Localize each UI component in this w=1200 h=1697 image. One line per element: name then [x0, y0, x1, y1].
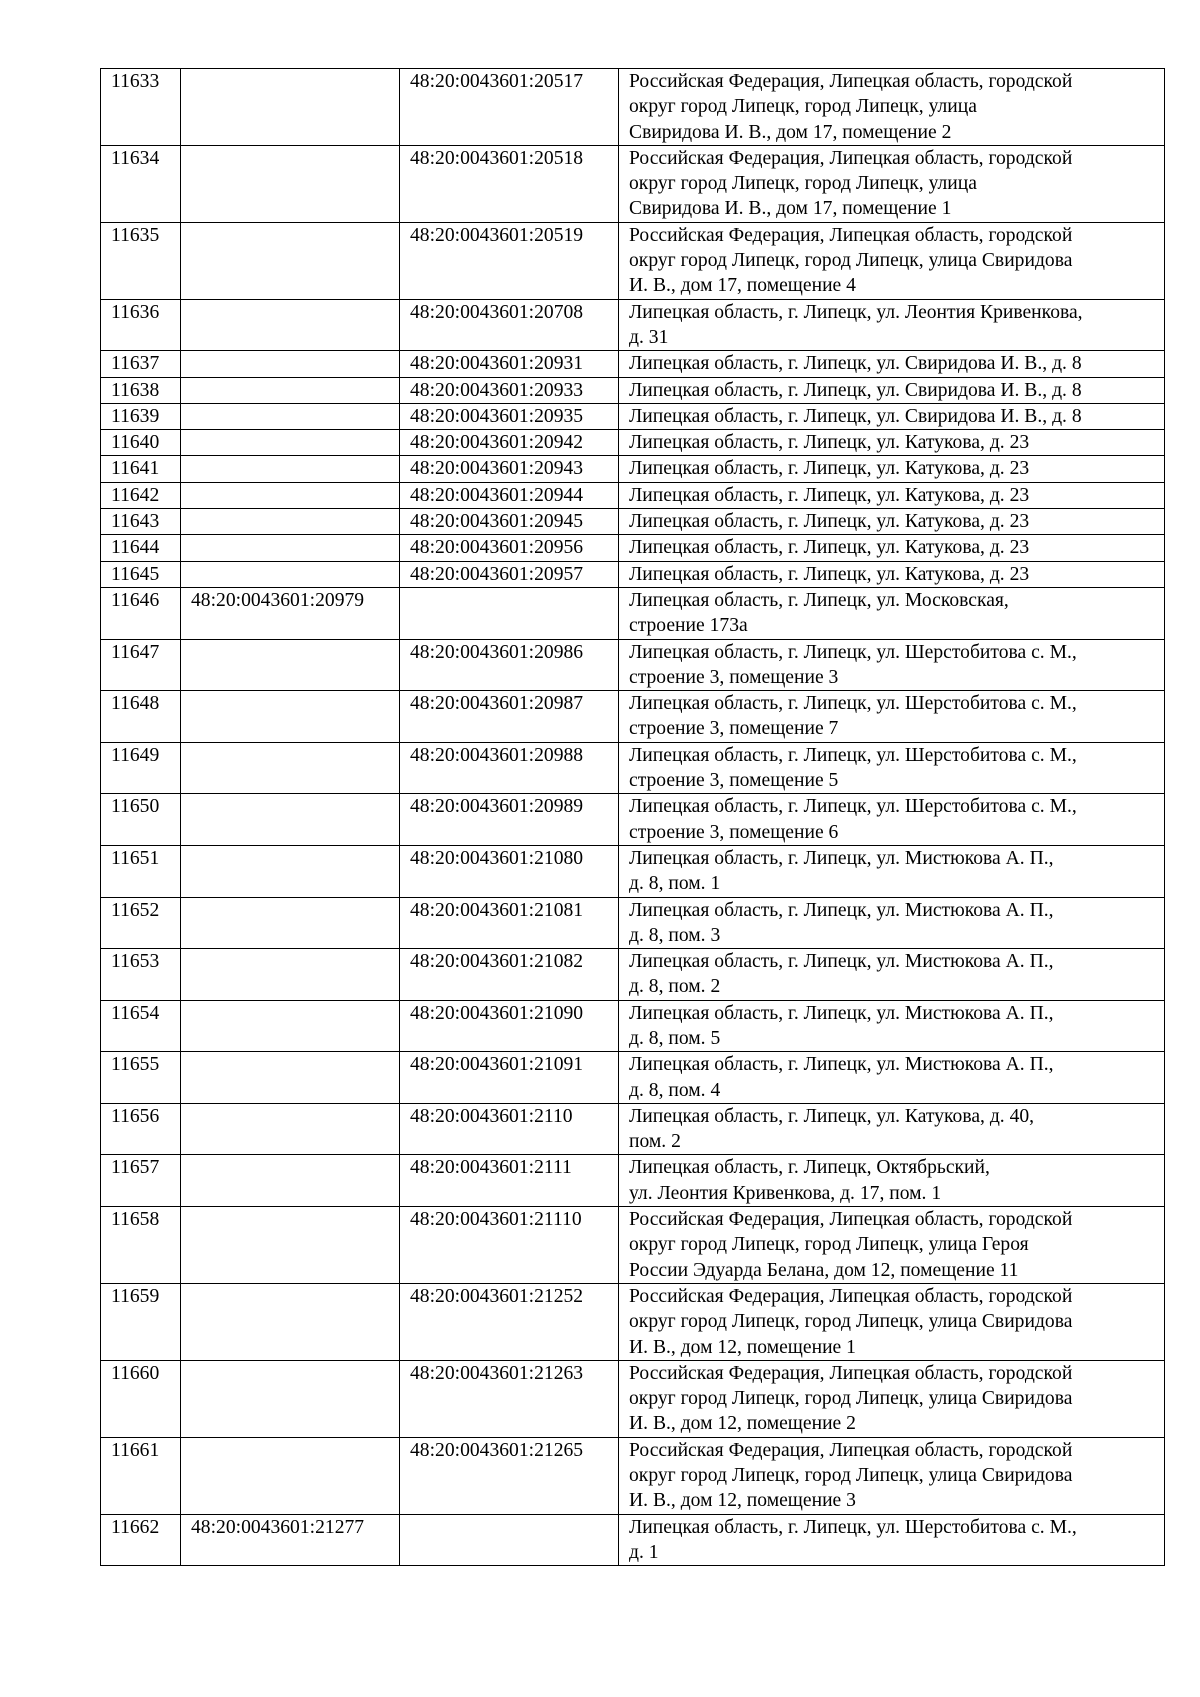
- table-row: [101, 509, 1165, 535]
- table-row: [101, 1000, 1165, 1052]
- building-cadastral-cell: [181, 456, 400, 482]
- building-cadastral-cell: [181, 1000, 400, 1052]
- row-number-cell: 11634: [101, 145, 181, 222]
- table-row: [101, 1514, 1165, 1566]
- address-cell: Липецкая область, г. Липецк, ул. Шерстобитова с. М., д. 1: [619, 1514, 1165, 1566]
- table-row: [101, 742, 1165, 794]
- cadastral-number-cell: [400, 1514, 619, 1566]
- table-row: [101, 403, 1165, 429]
- building-cadastral-cell: [181, 377, 400, 403]
- table-row: [101, 377, 1165, 403]
- cadastral-number-cell: 48:20:0043601:20708: [400, 299, 619, 351]
- cadastral-number-cell: 48:20:0043601:20933: [400, 377, 619, 403]
- cadastral-number-cell: 48:20:0043601:20944: [400, 482, 619, 508]
- table-body: [101, 69, 1165, 1566]
- building-cadastral-cell: [181, 897, 400, 949]
- row-number-cell: 11641: [101, 456, 181, 482]
- address-cell: Липецкая область, г. Липецк, ул. Шерстобитова с. М., строение 3, помещение 7: [619, 691, 1165, 743]
- table-row: [101, 482, 1165, 508]
- row-number-cell: 11656: [101, 1103, 181, 1155]
- row-number-cell: 11643: [101, 509, 181, 535]
- table-row: [101, 351, 1165, 377]
- cadastral-number-cell: 48:20:0043601:20986: [400, 639, 619, 691]
- table-row: [101, 1052, 1165, 1104]
- building-cadastral-cell: [181, 1103, 400, 1155]
- building-cadastral-cell: 48:20:0043601:21277: [181, 1514, 400, 1566]
- building-cadastral-cell: [181, 949, 400, 1001]
- address-cell: Липецкая область, г. Липецк, ул. Свиридова И. В., д. 8: [619, 377, 1165, 403]
- cadastral-number-cell: 48:20:0043601:21091: [400, 1052, 619, 1104]
- cadastral-number-cell: 48:20:0043601:20988: [400, 742, 619, 794]
- cadastral-number-cell: 48:20:0043601:21081: [400, 897, 619, 949]
- cadastral-number-cell: 48:20:0043601:20942: [400, 430, 619, 456]
- cadastral-number-cell: 48:20:0043601:21110: [400, 1207, 619, 1284]
- cadastral-number-cell: 48:20:0043601:20519: [400, 222, 619, 299]
- address-cell: Липецкая область, г. Липецк, ул. Шерстобитова с. М., строение 3, помещение 3: [619, 639, 1165, 691]
- table-row: [101, 145, 1165, 222]
- address-cell: Российская Федерация, Липецкая область, городской округ город Липецк, город Липецк, улица Свиридова И. В., дом 12, помещение 1: [619, 1283, 1165, 1360]
- building-cadastral-cell: [181, 299, 400, 351]
- table-row: [101, 456, 1165, 482]
- row-number-cell: 11662: [101, 1514, 181, 1566]
- address-cell: Липецкая область, г. Липецк, ул. Катукова, д. 40, пом. 2: [619, 1103, 1165, 1155]
- building-cadastral-cell: [181, 351, 400, 377]
- building-cadastral-cell: [181, 1052, 400, 1104]
- cadastral-number-cell: 48:20:0043601:20931: [400, 351, 619, 377]
- row-number-cell: 11653: [101, 949, 181, 1001]
- building-cadastral-cell: [181, 1155, 400, 1207]
- row-number-cell: 11644: [101, 535, 181, 561]
- row-number-cell: 11642: [101, 482, 181, 508]
- building-cadastral-cell: [181, 403, 400, 429]
- row-number-cell: 11654: [101, 1000, 181, 1052]
- address-cell: Российская Федерация, Липецкая область, городской округ город Липецк, город Липецк, улица Свиридова И. В., дом 12, помещение 2: [619, 1360, 1165, 1437]
- row-number-cell: 11646: [101, 587, 181, 639]
- property-table: [100, 68, 1165, 1566]
- cadastral-number-cell: 48:20:0043601:20518: [400, 145, 619, 222]
- row-number-cell: 11648: [101, 691, 181, 743]
- address-cell: Липецкая область, г. Липецк, ул. Катукова, д. 23: [619, 456, 1165, 482]
- row-number-cell: 11645: [101, 561, 181, 587]
- cadastral-number-cell: 48:20:0043601:20935: [400, 403, 619, 429]
- building-cadastral-cell: [181, 742, 400, 794]
- cadastral-number-cell: 48:20:0043601:21252: [400, 1283, 619, 1360]
- table-row: [101, 897, 1165, 949]
- address-cell: Липецкая область, г. Липецк, ул. Леонтия Кривенкова, д. 31: [619, 299, 1165, 351]
- table-row: [101, 1360, 1165, 1437]
- address-cell: Липецкая область, г. Липецк, ул. Мистюкова А. П., д. 8, пом. 3: [619, 897, 1165, 949]
- row-number-cell: 11651: [101, 845, 181, 897]
- cadastral-number-cell: 48:20:0043601:2110: [400, 1103, 619, 1155]
- building-cadastral-cell: [181, 1360, 400, 1437]
- table-row: [101, 561, 1165, 587]
- address-cell: Липецкая область, г. Липецк, ул. Мистюкова А. П., д. 8, пом. 5: [619, 1000, 1165, 1052]
- building-cadastral-cell: [181, 561, 400, 587]
- address-cell: Липецкая область, г. Липецк, ул. Мистюкова А. П., д. 8, пом. 4: [619, 1052, 1165, 1104]
- cadastral-number-cell: 48:20:0043601:20943: [400, 456, 619, 482]
- row-number-cell: 11638: [101, 377, 181, 403]
- table-row: [101, 691, 1165, 743]
- row-number-cell: 11649: [101, 742, 181, 794]
- address-cell: Липецкая область, г. Липецк, ул. Свиридова И. В., д. 8: [619, 403, 1165, 429]
- row-number-cell: 11652: [101, 897, 181, 949]
- row-number-cell: 11650: [101, 794, 181, 846]
- building-cadastral-cell: [181, 482, 400, 508]
- row-number-cell: 11635: [101, 222, 181, 299]
- cadastral-number-cell: 48:20:0043601:21080: [400, 845, 619, 897]
- building-cadastral-cell: [181, 222, 400, 299]
- address-cell: Липецкая область, г. Липецк, ул. Катукова, д. 23: [619, 535, 1165, 561]
- cadastral-number-cell: 48:20:0043601:20989: [400, 794, 619, 846]
- cadastral-number-cell: 48:20:0043601:21090: [400, 1000, 619, 1052]
- row-number-cell: 11639: [101, 403, 181, 429]
- building-cadastral-cell: [181, 639, 400, 691]
- address-cell: Липецкая область, г. Липецк, ул. Мистюкова А. П., д. 8, пом. 2: [619, 949, 1165, 1001]
- address-cell: Липецкая область, г. Липецк, ул. Московская, строение 173а: [619, 587, 1165, 639]
- table-row: [101, 1207, 1165, 1284]
- row-number-cell: 11660: [101, 1360, 181, 1437]
- building-cadastral-cell: [181, 430, 400, 456]
- cadastral-number-cell: 48:20:0043601:20517: [400, 69, 619, 146]
- building-cadastral-cell: [181, 535, 400, 561]
- table-row: [101, 845, 1165, 897]
- building-cadastral-cell: [181, 845, 400, 897]
- address-cell: Российская Федерация, Липецкая область, городской округ город Липецк, город Липецк, улица Свиридова И. В., дом 12, помещение 3: [619, 1437, 1165, 1514]
- address-cell: Липецкая область, г. Липецк, ул. Свиридова И. В., д. 8: [619, 351, 1165, 377]
- row-number-cell: 11636: [101, 299, 181, 351]
- building-cadastral-cell: [181, 1437, 400, 1514]
- row-number-cell: 11640: [101, 430, 181, 456]
- table-row: [101, 1437, 1165, 1514]
- table-row: [101, 949, 1165, 1001]
- address-cell: Липецкая область, г. Липецк, ул. Мистюкова А. П., д. 8, пом. 1: [619, 845, 1165, 897]
- address-cell: Липецкая область, г. Липецк, ул. Катукова, д. 23: [619, 482, 1165, 508]
- table-row: [101, 639, 1165, 691]
- building-cadastral-cell: [181, 691, 400, 743]
- address-cell: Липецкая область, г. Липецк, ул. Шерстобитова с. М., строение 3, помещение 6: [619, 794, 1165, 846]
- building-cadastral-cell: [181, 1207, 400, 1284]
- building-cadastral-cell: 48:20:0043601:20979: [181, 587, 400, 639]
- table-row: [101, 535, 1165, 561]
- table-row: [101, 430, 1165, 456]
- row-number-cell: 11658: [101, 1207, 181, 1284]
- row-number-cell: 11661: [101, 1437, 181, 1514]
- address-cell: Липецкая область, г. Липецк, ул. Катукова, д. 23: [619, 509, 1165, 535]
- address-cell: Российская Федерация, Липецкая область, городской округ город Липецк, город Липецк, улица Свиридова И. В., дом 17, помещение 1: [619, 145, 1165, 222]
- cadastral-number-cell: [400, 587, 619, 639]
- cadastral-number-cell: 48:20:0043601:20957: [400, 561, 619, 587]
- building-cadastral-cell: [181, 145, 400, 222]
- address-cell: Липецкая область, г. Липецк, Октябрьский, ул. Леонтия Кривенкова, д. 17, пом. 1: [619, 1155, 1165, 1207]
- table-row: [101, 1103, 1165, 1155]
- cadastral-number-cell: 48:20:0043601:21265: [400, 1437, 619, 1514]
- building-cadastral-cell: [181, 69, 400, 146]
- building-cadastral-cell: [181, 509, 400, 535]
- cadastral-number-cell: 48:20:0043601:2111: [400, 1155, 619, 1207]
- row-number-cell: 11655: [101, 1052, 181, 1104]
- address-cell: Липецкая область, г. Липецк, ул. Катукова, д. 23: [619, 561, 1165, 587]
- address-cell: Российская Федерация, Липецкая область, городской округ город Липецк, город Липецк, улица Свиридова И. В., дом 17, помещение 2: [619, 69, 1165, 146]
- table-row: [101, 222, 1165, 299]
- building-cadastral-cell: [181, 1283, 400, 1360]
- address-cell: Российская Федерация, Липецкая область, городской округ город Липецк, город Липецк, улица Героя России Эдуарда Белана, дом 12, помещение 11: [619, 1207, 1165, 1284]
- row-number-cell: 11647: [101, 639, 181, 691]
- cadastral-number-cell: 48:20:0043601:20987: [400, 691, 619, 743]
- table-row: [101, 299, 1165, 351]
- row-number-cell: 11657: [101, 1155, 181, 1207]
- table-row: [101, 1155, 1165, 1207]
- cadastral-number-cell: 48:20:0043601:21263: [400, 1360, 619, 1437]
- table-row: [101, 69, 1165, 146]
- row-number-cell: 11659: [101, 1283, 181, 1360]
- building-cadastral-cell: [181, 794, 400, 846]
- row-number-cell: 11637: [101, 351, 181, 377]
- table-row: [101, 794, 1165, 846]
- cadastral-number-cell: 48:20:0043601:20956: [400, 535, 619, 561]
- cadastral-number-cell: 48:20:0043601:21082: [400, 949, 619, 1001]
- address-cell: Российская Федерация, Липецкая область, городской округ город Липецк, город Липецк, улица Свиридова И. В., дом 17, помещение 4: [619, 222, 1165, 299]
- cadastral-number-cell: 48:20:0043601:20945: [400, 509, 619, 535]
- row-number-cell: 11633: [101, 69, 181, 146]
- table-row: [101, 1283, 1165, 1360]
- table-row: [101, 587, 1165, 639]
- address-cell: Липецкая область, г. Липецк, ул. Катукова, д. 23: [619, 430, 1165, 456]
- address-cell: Липецкая область, г. Липецк, ул. Шерстобитова с. М., строение 3, помещение 5: [619, 742, 1165, 794]
